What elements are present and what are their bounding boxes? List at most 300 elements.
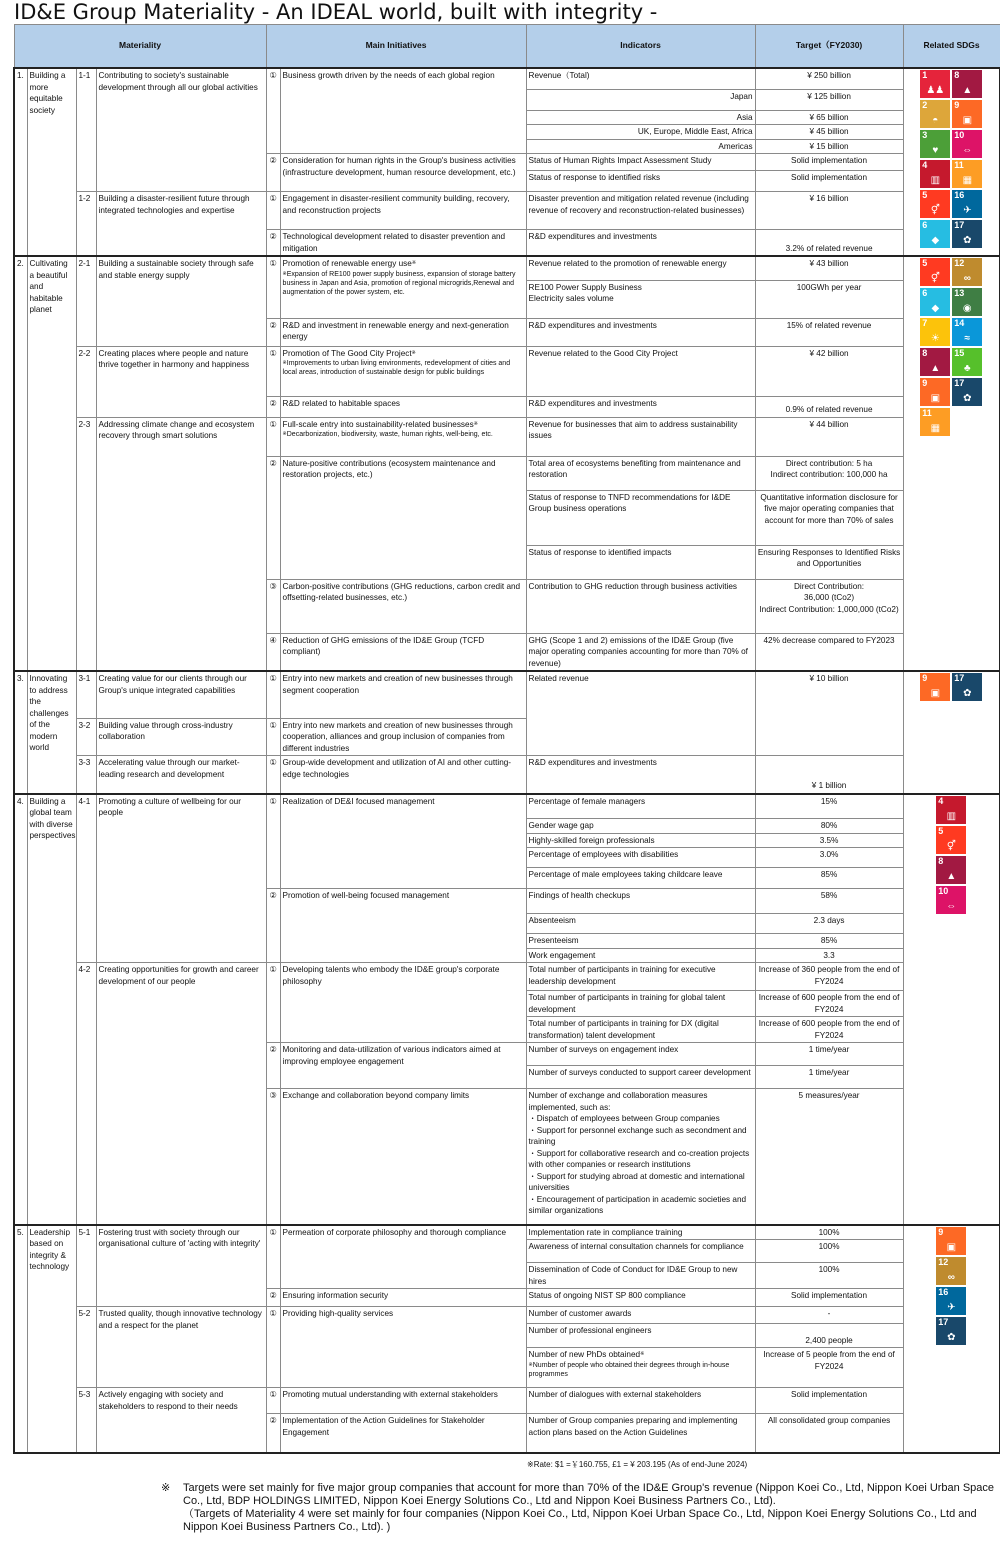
sdg-number: 3 bbox=[922, 130, 928, 140]
initiative-text: Entry into new markets and creation of new businesses through segment cooperation bbox=[282, 674, 513, 695]
sdg-number: 9 bbox=[922, 673, 928, 683]
indicator-text: Americas bbox=[718, 141, 753, 151]
indicator bbox=[526, 991, 755, 1017]
main-initiative bbox=[280, 1225, 526, 1289]
initiative-number: ② bbox=[266, 889, 280, 963]
initiative-number: ② bbox=[266, 1289, 280, 1307]
cubes-icon bbox=[920, 378, 950, 406]
note-mark: ※ bbox=[411, 349, 416, 356]
sub-materiality: Contributing to society's sustainable development through all our global activities bbox=[96, 68, 266, 192]
indicator-text: Disaster prevention and mitigation related revenue (including revenue of recovery and reconstruction-related businesses) bbox=[528, 194, 749, 215]
indicator-text: Dissemination of Code of Conduct for ID&E Group to new hires bbox=[528, 1265, 738, 1286]
initiative-note-text: Expansion of RE100 power supply business, expansion of storage battery business in Japan and Asia, promotion of regional microgrids,Renewal and augmentation of the power system, etc. bbox=[282, 270, 516, 296]
note-mark: ※ bbox=[282, 431, 287, 437]
family-icon bbox=[920, 70, 950, 98]
sub-materiality: Fostering trust with society through our organisational culture of 'acting with integrity' bbox=[96, 1225, 266, 1307]
table-row bbox=[14, 1388, 1000, 1414]
target-value: 100% bbox=[755, 1263, 903, 1289]
indicator bbox=[526, 280, 755, 318]
initiative-note bbox=[283, 359, 524, 377]
gender-icon bbox=[920, 258, 950, 286]
sdg-glyph: ▲ bbox=[946, 870, 957, 882]
sdg-glyph: ◓ bbox=[932, 115, 939, 126]
main-initiative bbox=[280, 346, 526, 396]
indicator-text: Related revenue bbox=[528, 674, 589, 683]
indicator bbox=[526, 110, 755, 125]
sub-number: 4-1 bbox=[76, 794, 96, 963]
sdg-glyph: ☀ bbox=[930, 333, 940, 344]
target-value: Increase of 600 people from the end of FY2024 bbox=[755, 1017, 903, 1043]
initiative-text: Exchange and collaboration beyond company limits bbox=[282, 1091, 470, 1100]
note-mark: ※ bbox=[282, 270, 287, 277]
water-drop-icon bbox=[920, 288, 950, 316]
main-initiative bbox=[280, 154, 526, 192]
initiative-note-text: Improvements to urban living environments, redevelopment of cities and local areas, introduction of sustainable design for public buildings bbox=[282, 360, 511, 376]
main-initiative bbox=[280, 756, 526, 794]
initiative-number: ① bbox=[266, 1307, 280, 1388]
initiative-note-text: Decarbonization, biodiversity, waste, human rights, well-being, etc. bbox=[286, 431, 493, 438]
target-value: Solid implementation bbox=[755, 1289, 903, 1307]
initiative-text: Promotion of well-being focused management bbox=[282, 891, 450, 900]
initiative-number: ① bbox=[266, 417, 280, 456]
materiality-number: 1. bbox=[14, 68, 27, 256]
sub-materiality: Building value through cross-industry collaboration bbox=[96, 718, 266, 756]
sdg-number: 5 bbox=[922, 258, 928, 268]
target-value: 1 time/year bbox=[755, 1043, 903, 1066]
initiative-text: Reduction of GHG emissions of the ID&E Group (TCFD compliant) bbox=[282, 635, 485, 656]
initiative-number: ① bbox=[266, 68, 280, 154]
sub-materiality: Building a sustainable society through safe and stable energy supply bbox=[96, 256, 266, 346]
cubes-icon bbox=[936, 1227, 966, 1255]
indicator-text: Asia bbox=[736, 112, 753, 122]
indicator bbox=[526, 794, 755, 819]
initiative-number: ③ bbox=[266, 579, 280, 633]
indicator bbox=[526, 89, 755, 110]
table-row bbox=[14, 256, 1000, 280]
note-mark: ※ bbox=[528, 1361, 533, 1368]
footnote-mark: ※ bbox=[161, 1482, 171, 1494]
table-row bbox=[14, 68, 1000, 89]
header-materiality: Materiality bbox=[14, 25, 266, 69]
indicator bbox=[526, 396, 755, 417]
target-value: 58% bbox=[755, 889, 903, 914]
sub-number: 1-2 bbox=[76, 192, 96, 257]
indicator-note bbox=[529, 1361, 753, 1379]
indicator-text: Number of dialogues with external stakeholders bbox=[528, 1390, 702, 1399]
sub-materiality: Creating opportunities for growth and career development of our people bbox=[96, 963, 266, 1225]
sub-number: 4-2 bbox=[76, 963, 96, 1225]
initiative-text: Nature-positive contributions (ecosystem maintenance and restoration projects, etc.) bbox=[282, 458, 496, 479]
sdg-number: 8 bbox=[938, 855, 944, 866]
related-sdgs bbox=[903, 256, 1000, 671]
growth-chart-icon bbox=[920, 348, 950, 376]
target-value: 2,400 people bbox=[755, 1324, 903, 1348]
related-sdgs bbox=[903, 671, 1000, 794]
initiative-text: Promoting mutual understanding with external stakeholders bbox=[282, 1390, 498, 1399]
table-header-row bbox=[14, 25, 1000, 69]
water-drop-icon bbox=[920, 220, 950, 248]
indicator bbox=[526, 1066, 755, 1089]
initiative-text: Full-scale entry into sustainability-related businesses bbox=[282, 419, 474, 429]
materiality-group-2 bbox=[14, 256, 1000, 671]
sdg-glyph: ▣ bbox=[946, 1241, 957, 1253]
sub-number: 3-1 bbox=[76, 671, 96, 718]
indicator bbox=[526, 671, 755, 756]
indicator-text: R&D expenditures and investments bbox=[528, 232, 657, 241]
book-icon bbox=[936, 796, 966, 824]
indicator bbox=[526, 125, 755, 140]
indicator-text: Percentage of male employees taking childcare leave bbox=[528, 870, 723, 879]
indicator bbox=[526, 1324, 755, 1348]
tree-icon bbox=[952, 348, 982, 376]
sdg-glyph: ⚥ bbox=[930, 273, 940, 284]
materiality-number: 5. bbox=[14, 1225, 27, 1453]
table-row bbox=[14, 671, 1000, 718]
note-mark: ※ bbox=[640, 1351, 645, 1357]
sdg-glyph: ♣ bbox=[964, 363, 971, 374]
target-value: Increase of 600 people from the end of FY2024 bbox=[755, 991, 903, 1017]
target-value: 15% bbox=[755, 794, 903, 819]
indicator bbox=[526, 914, 755, 934]
indicator bbox=[526, 1089, 755, 1225]
target-value: Solid implementation bbox=[755, 171, 903, 192]
indicator-text: Percentage of employees with disabilities bbox=[528, 850, 679, 859]
sdg-number: 17 bbox=[954, 673, 965, 683]
sdg-number: 11 bbox=[922, 408, 932, 418]
indicator bbox=[526, 833, 755, 848]
equality-icon bbox=[936, 886, 966, 914]
footnote bbox=[161, 1482, 996, 1534]
sub-number: 3-3 bbox=[76, 756, 96, 794]
indicator bbox=[526, 1225, 755, 1240]
fish-icon bbox=[952, 318, 982, 346]
sub-materiality: Creating value for our clients through our Group's unique integrated capabilities bbox=[96, 671, 266, 718]
initiative-text: Realization of DE&I focused management bbox=[282, 796, 435, 806]
footnote-line-2: （Targets of Materiality 4 were set mainly for four companies (Nippon Koei Co., Ltd, Nippon Koei Urban Space Co., Ltd, Nippon Koei Energy Solutions Co., Ltd and Nippon Koei Business Partners Co., Ltd). ) bbox=[183, 1508, 977, 1533]
target-value: Ensuring Responses to Identified Risks and Opportunities bbox=[755, 545, 903, 579]
initiative-text: Carbon-positive contributions (GHG reductions, carbon credit and offsetting-related businesses, etc.) bbox=[282, 581, 521, 602]
initiative-text: Consideration for human rights in the Group's business activities (infrastructure development, human resource development, etc.) bbox=[282, 156, 516, 177]
initiative-number: ② bbox=[266, 318, 280, 346]
indicator bbox=[526, 868, 755, 889]
indicator bbox=[526, 756, 755, 794]
indicator bbox=[526, 318, 755, 346]
indicator-text: Revenue for businesses that aim to address sustainability issues bbox=[528, 419, 738, 440]
initiative-text: Technological development related to disaster prevention and mitigation bbox=[282, 232, 506, 253]
materiality-group-5 bbox=[14, 1225, 1000, 1453]
initiative-number: ② bbox=[266, 154, 280, 192]
indicator-text: Implementation rate in compliance training bbox=[528, 1227, 683, 1237]
target-value: Direct Contribution: 36,000 (tCo2) Indirect Contribution: 1,000,000 (tCo2) bbox=[755, 579, 903, 633]
table-row bbox=[14, 192, 1000, 230]
sdg-number: 15 bbox=[954, 348, 965, 358]
initiative-note bbox=[283, 270, 524, 297]
indicator-text: Total number of participants in training for DX (digital transformation) talent development bbox=[528, 1019, 719, 1040]
indicator-text: Number of professional engineers bbox=[528, 1326, 652, 1335]
indicator-text: Number of customer awards bbox=[528, 1309, 632, 1318]
sub-number: 2-2 bbox=[76, 346, 96, 417]
target-value: Quantitative information disclosure for five major operating companies that account for more than 70% of sales bbox=[755, 490, 903, 545]
indicator bbox=[526, 1263, 755, 1289]
indicator bbox=[526, 1017, 755, 1043]
main-initiative bbox=[280, 889, 526, 963]
indicator bbox=[526, 934, 755, 949]
sdg-glyph: ✿ bbox=[947, 1331, 956, 1343]
sdg-glyph: ∞ bbox=[947, 1271, 955, 1283]
eye-globe-icon bbox=[952, 288, 982, 316]
initiative-number: ④ bbox=[266, 633, 280, 671]
note-mark: ※ bbox=[473, 420, 478, 427]
header-main-initiatives: Main Initiatives bbox=[266, 25, 526, 69]
indicator-text: Number of surveys on engagement index bbox=[528, 1045, 679, 1054]
target-value: Direct contribution: 5 ha Indirect contribution: 100,000 ha bbox=[755, 456, 903, 490]
indicator-text: Total number of participants in training for executive leadership development bbox=[528, 965, 716, 986]
initiative-number: ① bbox=[266, 1388, 280, 1414]
target-value: 42% decrease compared to FY2023 bbox=[755, 633, 903, 671]
related-sdgs bbox=[903, 1225, 1000, 1453]
indicator bbox=[526, 633, 755, 671]
initiative-text: Providing high-quality services bbox=[282, 1309, 394, 1318]
sdg-glyph: ✈ bbox=[947, 1301, 956, 1313]
sdg-glyph: ⇔ bbox=[962, 145, 973, 156]
target-value: ¥ 45 billion bbox=[755, 125, 903, 140]
indicator bbox=[526, 579, 755, 633]
initiative-text: Monitoring and data-utilization of various indicators aimed at improving employee engagement bbox=[282, 1045, 501, 1066]
initiative-number: ① bbox=[266, 1225, 280, 1289]
indicator-text: RE100 Power Supply Business Electricity sales volume bbox=[528, 282, 642, 303]
target-value: 85% bbox=[755, 934, 903, 949]
main-initiative bbox=[280, 633, 526, 671]
indicator bbox=[526, 417, 755, 456]
sdg-number: 16 bbox=[954, 190, 965, 200]
indicator bbox=[526, 1043, 755, 1066]
related-sdgs bbox=[903, 794, 1000, 1225]
sdg-glyph: ✿ bbox=[963, 235, 972, 246]
main-initiative bbox=[280, 718, 526, 756]
materiality-name: Innovating to address the challenges of the modern world bbox=[27, 671, 76, 794]
main-initiative bbox=[280, 1089, 526, 1225]
note-mark: ※ bbox=[411, 260, 417, 266]
materiality-number: 4. bbox=[14, 794, 27, 1225]
sdg-glyph: ▦ bbox=[930, 423, 941, 434]
indicator bbox=[526, 346, 755, 396]
sdg-glyph: ◉ bbox=[962, 303, 972, 314]
sdg-number: 9 bbox=[938, 1226, 944, 1237]
target-value: Increase of 360 people from the end of FY2024 bbox=[755, 963, 903, 991]
indicator bbox=[526, 456, 755, 490]
main-initiative bbox=[280, 230, 526, 257]
target-value: 3.0% bbox=[755, 848, 903, 868]
initiative-number: ① bbox=[266, 256, 280, 318]
materiality-table bbox=[13, 24, 1000, 1454]
initiative-text: Promotion of renewable energy use bbox=[282, 259, 412, 268]
sdg-number: 4 bbox=[938, 795, 944, 806]
initiative-number: ① bbox=[266, 756, 280, 794]
main-initiative bbox=[280, 396, 526, 417]
table-row bbox=[14, 756, 1000, 794]
indicator bbox=[526, 230, 755, 257]
target-value: 100% bbox=[755, 1240, 903, 1263]
indicator-text: Absenteeism bbox=[528, 916, 576, 925]
target-value: 3.3 bbox=[755, 948, 903, 963]
sub-number: 5-2 bbox=[76, 1307, 96, 1388]
gender-icon bbox=[936, 826, 966, 854]
indicator bbox=[526, 963, 755, 991]
sub-number: 3-2 bbox=[76, 718, 96, 756]
rings-icon bbox=[952, 220, 982, 248]
indicator bbox=[526, 1289, 755, 1307]
sub-number: 1-1 bbox=[76, 68, 96, 192]
sdg-glyph: ✈ bbox=[963, 205, 972, 216]
main-initiative bbox=[280, 963, 526, 1043]
initiative-number: ② bbox=[266, 1414, 280, 1453]
materiality-group-3 bbox=[14, 671, 1000, 794]
indicator-text: R&D expenditures and investments bbox=[528, 398, 657, 408]
indicator-text: R&D expenditures and investments bbox=[528, 758, 657, 767]
indicator-text: Awareness of internal consultation channels for compliance bbox=[528, 1242, 744, 1251]
sdg-glyph: ▲ bbox=[962, 85, 973, 96]
sdg-icon-grid bbox=[920, 673, 982, 701]
indicator bbox=[526, 1240, 755, 1263]
initiative-number: ② bbox=[266, 456, 280, 579]
sub-number: 5-3 bbox=[76, 1388, 96, 1453]
table-row bbox=[14, 1225, 1000, 1240]
sdg-glyph: ⚥ bbox=[946, 840, 956, 852]
indicator-text: Status of Human Rights Impact Assessment Study bbox=[528, 156, 712, 165]
indicator-note-text: Number of people who obtained their degrees through in-house programmes bbox=[528, 1361, 730, 1378]
sub-materiality: Addressing climate change and ecosystem recovery through smart solutions bbox=[96, 417, 266, 671]
indicator-text: Number of exchange and collaboration measures implemented, such as: ・Dispatch of employees between Group companies ・Support for personnel exchange such as secondment and training ・Support for collaborative research and co-creation projects with other companies or research institutions ・Support for studying abroad at domestic and international universities ・Encouragement of participation in academic societies and similar organizations bbox=[528, 1091, 750, 1215]
target-value: 85% bbox=[755, 868, 903, 889]
sdg-glyph: ⇔ bbox=[946, 900, 957, 912]
main-initiative bbox=[280, 1289, 526, 1307]
target-value: 5 measures/year bbox=[755, 1089, 903, 1225]
sdg-glyph: ∞ bbox=[963, 273, 971, 284]
materiality-name: Leadership based on integrity & technology bbox=[27, 1225, 76, 1453]
target-value: ¥ 1 billion bbox=[755, 756, 903, 794]
sub-materiality: Trusted quality, though innovative technology and a respect for the planet bbox=[96, 1307, 266, 1388]
dove-icon bbox=[952, 190, 982, 218]
initiative-text: Permeation of corporate philosophy and thorough compliance bbox=[282, 1227, 507, 1237]
sdg-number: 9 bbox=[954, 100, 960, 110]
equality-icon bbox=[952, 130, 982, 158]
materiality-name: Building a global team with diverse perspectives bbox=[27, 794, 76, 1225]
indicator-text: R&D expenditures and investments bbox=[528, 320, 657, 330]
main-initiative bbox=[280, 1388, 526, 1414]
target-value: 100GWh per year bbox=[755, 280, 903, 318]
target-value: ¥ 43 billion bbox=[755, 256, 903, 280]
sdg-number: 7 bbox=[922, 318, 928, 328]
initiative-number: ① bbox=[266, 963, 280, 1043]
main-initiative bbox=[280, 1414, 526, 1453]
cubes-icon bbox=[920, 673, 950, 701]
sub-number: 2-3 bbox=[76, 417, 96, 671]
indicator bbox=[526, 1307, 755, 1324]
sdg-number: 10 bbox=[954, 130, 965, 140]
sdg-number: 1 bbox=[922, 70, 928, 80]
sdg-glyph: ▦ bbox=[962, 175, 973, 186]
sdg-glyph: ▣ bbox=[962, 115, 973, 126]
target-value: 3.2% of related revenue bbox=[755, 230, 903, 257]
materiality-name: Building a more equitable society bbox=[27, 68, 76, 256]
rings-icon bbox=[952, 673, 982, 701]
sdg-glyph: ◆ bbox=[931, 303, 940, 314]
sdg-icon-grid bbox=[920, 70, 982, 248]
footnote-line-1: Targets were set mainly for five major group companies that account for more than 70% of the ID&E Group's revenue (Nippon Koei Co., Ltd, Nippon Koei Urban Space Co., Ltd, BDP HOLDINGS LIMITED, Nippon Koei Energy Solutions Co., Ltd and Nippon Koei Business Partners Co., Ltd). bbox=[183, 1482, 995, 1507]
sub-materiality: Accelerating value through our market-leading research and development bbox=[96, 756, 266, 794]
main-initiative bbox=[280, 1043, 526, 1089]
related-sdgs bbox=[903, 68, 1000, 256]
sub-materiality: Building a disaster-resilient future through integrated technologies and expertise bbox=[96, 192, 266, 257]
sdg-glyph: ✿ bbox=[963, 688, 972, 699]
indicator-text: GHG (Scope 1 and 2) emissions of the ID&E Group (five major operating companies accounting for more than 70% of revenue) bbox=[528, 635, 748, 668]
initiative-text: Implementation of the Action Guidelines for Stakeholder Engagement bbox=[282, 1416, 485, 1437]
main-initiative bbox=[280, 1307, 526, 1388]
main-initiative bbox=[280, 256, 526, 318]
sdg-glyph: ♟♟ bbox=[926, 85, 945, 96]
heartbeat-icon bbox=[920, 130, 950, 158]
indicator-text: Number of new PhDs obtained bbox=[528, 1350, 641, 1359]
initiative-text: Ensuring information security bbox=[282, 1291, 389, 1300]
main-initiative bbox=[280, 68, 526, 154]
indicator-text: Number of surveys conducted to support career development bbox=[528, 1068, 751, 1077]
indicator-text: Number of Group companies preparing and implementing action plans based on the Action Guidelines bbox=[528, 1416, 738, 1437]
initiative-text: R&D and investment in renewable energy and next-generation energy bbox=[282, 320, 509, 341]
header-indicators: Indicators bbox=[526, 25, 755, 69]
target-value: Solid implementation bbox=[755, 154, 903, 171]
page-title: ID&E Group Materiality - An IDEAL world, built with integrity - bbox=[14, 0, 658, 24]
sdg-number: 8 bbox=[954, 70, 960, 80]
sdg-number: 12 bbox=[954, 258, 965, 268]
city-icon bbox=[920, 408, 950, 436]
indicator-text: Japan bbox=[730, 91, 753, 101]
initiative-text: Entry into new markets and creation of new businesses through cooperation, alliances and group inclusion of companies from different industries bbox=[282, 720, 513, 753]
main-initiative bbox=[280, 579, 526, 633]
indicator bbox=[526, 171, 755, 192]
target-value: ¥ 125 billion bbox=[755, 89, 903, 110]
sdg-number: 4 bbox=[922, 160, 928, 170]
indicator-text: Total area of ecosystems benefiting from maintenance and restoration bbox=[528, 458, 741, 479]
indicator-text: Gender wage gap bbox=[528, 821, 594, 830]
table-row bbox=[14, 417, 1000, 456]
materiality-group-4 bbox=[14, 794, 1000, 1225]
indicator bbox=[526, 256, 755, 280]
target-value: ¥ 44 billion bbox=[755, 417, 903, 456]
sdg-number: 17 bbox=[938, 1316, 949, 1327]
sdg-number: 17 bbox=[954, 378, 965, 388]
sub-number: 2-1 bbox=[76, 256, 96, 346]
cubes-icon bbox=[952, 100, 982, 128]
target-value: 2.3 days bbox=[755, 914, 903, 934]
target-value: Solid implementation bbox=[755, 1388, 903, 1414]
indicator-text: Highly-skilled foreign professionals bbox=[528, 835, 655, 845]
sdg-number: 9 bbox=[922, 378, 928, 388]
main-initiative bbox=[280, 192, 526, 230]
header-related-sdgs: Related SDGs bbox=[903, 25, 1000, 69]
materiality-number: 2. bbox=[14, 256, 27, 671]
indicator bbox=[526, 545, 755, 579]
materiality-group-1 bbox=[14, 68, 1000, 256]
growth-chart-icon bbox=[952, 70, 982, 98]
note-mark: ※ bbox=[282, 360, 287, 366]
initiative-number: ① bbox=[266, 794, 280, 889]
sdg-glyph: ◆ bbox=[931, 235, 940, 246]
indicator-text: Revenue related to the promotion of renewable energy bbox=[528, 259, 727, 268]
indicator-text: UK, Europe, Middle East, Africa bbox=[637, 127, 753, 136]
sub-number: 5-1 bbox=[76, 1225, 96, 1307]
indicator bbox=[526, 154, 755, 171]
city-icon bbox=[952, 160, 982, 188]
